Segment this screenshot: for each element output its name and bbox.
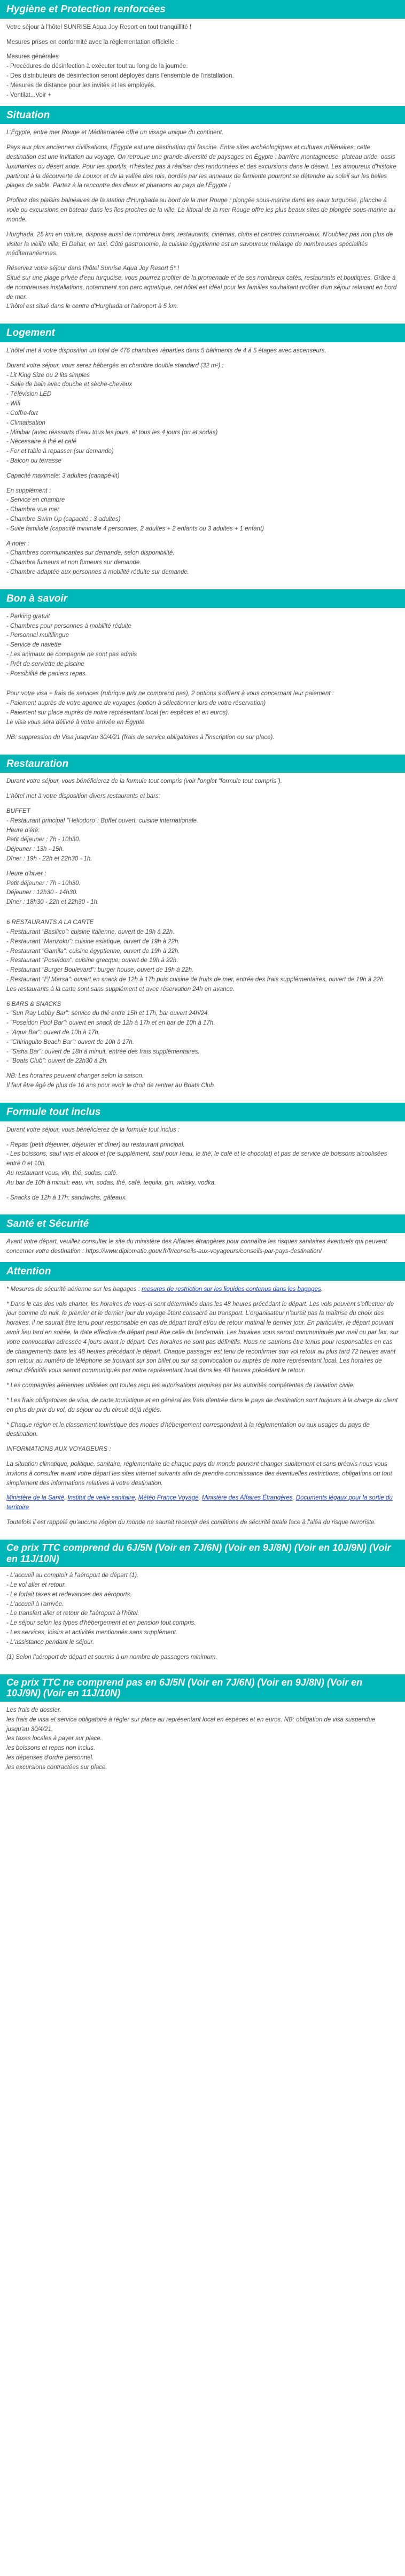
list-item: - Paiement auprès de votre agence de voyages (option à sélectionner lors de votre réservation) (6, 700, 266, 707)
section-bon-a-savoir (0, 608, 405, 755)
situation-paragraph: Réservez votre séjour dans l'hôtel Sunrise Aqua Joy Resort 5* ! (6, 265, 180, 272)
list-item: NB: Les horaires peuvent changer selon la saison. (6, 1073, 144, 1080)
list-item: - Climatisation (6, 419, 45, 426)
list-item: - "Sisha Bar": ouvert de 18h à minuit, entrée des frais supplémentaires. (6, 1048, 200, 1055)
logement-supplements (6, 487, 399, 534)
link-meteo-france[interactable]: Météo France Voyage (138, 1495, 199, 1502)
section-logement (0, 342, 405, 589)
list-item: - Suite familiale (capacité minimale 4 personnes, 2 adultes + 2 enfants ou 3 adultes + 1 enfant) (6, 525, 264, 532)
link-affaires-etrangeres[interactable]: Ministère des Affaires Étrangères (201, 1495, 293, 1502)
situation-paragraph: L'Égypte, entre mer Rouge et Méditerranée offre un visage unique du continent. (6, 129, 224, 136)
section-prix-comprend (0, 1567, 405, 1674)
section-formule (0, 1121, 405, 1215)
situation-paragraph: Situé sur une plage privée d'eau turquoise, vous pourrez profiter de la promenade et de ses nombreux cafés, restaurants et boutiques. Grâce à de nombreuses installations, notamment son parc aquatique, cet hôtel est idéal pour les familles souhaitant profiter d'un séjour relaxant en bord de mer. (6, 274, 397, 301)
list-item: - Restaurant "Poseidon": cuisine grecque, ouvert de 19h à 22h. (6, 957, 178, 964)
list-item: - Mesures de distance pour les invités et les employés. (6, 82, 156, 89)
list-item: - Chambre Swim Up (capacité : 3 adultes) (6, 516, 121, 523)
section-hygiene (0, 19, 405, 106)
attention-baggage-suffix: . (321, 1286, 323, 1293)
section-sante (0, 1233, 405, 1262)
list-item: les frais de visa et service obligatoire à régler sur place au représentant local en espèces et en euros. NB: obligation de visa suspendue jusqu'au 30/4/21. (6, 1716, 376, 1733)
bon-a-savoir-list (6, 612, 399, 679)
section-attention (0, 1281, 405, 1540)
hygiene-intro: Votre séjour à l'hôtel SUNRISE Aqua Joy Resort en tout tranquillité ! (6, 24, 192, 30)
list-item: - Restaurant "Manzoku": cuisine asiatique, ouvert de 19h à 22h. (6, 938, 180, 945)
list-item: Les frais de dossier. (6, 1706, 61, 1713)
list-item: - Service de navette (6, 642, 61, 649)
list-item: Au restaurant vous, vin, thé, sodas, café. (6, 1170, 118, 1176)
list-item: - Paiement sur place auprès de notre représentant local (en espèces et en euros). (6, 710, 230, 717)
formule-snacks: - Snacks de 12h à 17h: sandwichs, gâteaux. (6, 1194, 127, 1201)
carte-block (6, 918, 399, 995)
formule-list (6, 1141, 399, 1188)
list-title: 6 BARS & SNACKS (6, 1001, 61, 1008)
list-item: - L'accueil au comptoir à l'aéroport de départ (1). (6, 1572, 139, 1579)
section-title-prix-comprend: Ce prix TTC comprend du 6J/5N (Voir en 7J/6N) (Voir en 9J/8N) (Voir en 10J/9N) (Voir en 11J/10N) (0, 1540, 405, 1567)
list-item: - Le séjour selon les types d'hébergement et en pension tout compris. (6, 1620, 196, 1627)
list-item: Déjeuner : 12h30 - 14h30. (6, 889, 78, 896)
list-item: - Le transfert aller et retour de l'aéroport à l'hôtel. (6, 1610, 139, 1617)
list-item: - Chambre fumeurs et non fumeurs sur demande. (6, 559, 142, 566)
list-item: Il faut être âgé de plus de 16 ans pour avoir le droit de rentrer au Boats Club. (6, 1082, 216, 1089)
restauration-intro: Durant votre séjour, vous bénéficierez de la formule tout compris (voir l'onglet "formule tout compris"). (6, 778, 282, 785)
see-more-link[interactable]: - Ventilat...Voir + (6, 91, 52, 98)
attention-links: Ministère de la Santé, Institut de veille sanitaire, Météo France Voyage, Ministère des Affaires Étrangères, Documents légaux pour la sortie du territoire (6, 1495, 393, 1511)
list-item: - Balcon ou terrasse (6, 457, 61, 464)
list-item: - Chambre vue mer (6, 506, 60, 513)
list-item: - Nécessaire à thé et café (6, 439, 77, 445)
list-item: - Wifi (6, 401, 21, 407)
list-item: - Les boissons, sauf vins et alcool et (ce supplément, sauf pour l'eau, le thé, le café et le chocolat) et pas de service de boissons alcoolisées entre 0 et 10h. (6, 1151, 387, 1167)
visa-note: NB: suppression du Visa jusqu'au 30/4/21 (frais de service obligatoires à l'inscription ou sur place). (6, 734, 275, 741)
attention-classification: * Chaque région et le classement touristique des modes d'hébergement correspondent à la réglementation ou aux usages du pays de destination. (6, 1421, 370, 1438)
prix-comprend-note: (1) Selon l'aéroport de départ et soumis à un nombre de passagers minimum. (6, 1654, 217, 1660)
section-prix-ne-comprend-pas (0, 1702, 405, 1778)
bars-block (6, 1000, 399, 1067)
attention-airlines: * Les compagnies aériennes utilisées ont toutes reçu les autorisations requises par les autorités compétentes de l'aviation civile. (6, 1382, 355, 1389)
list-item: Les restaurants à la carte sont sans supplément et avec réservation 24h en avance. (6, 986, 235, 993)
list-item: - Procédures de désinfection à exécuter tout au long de la journée. (6, 63, 188, 70)
list-item: - Restaurant "Gamila": cuisine égyptienne, ouvert de 19h à 22h. (6, 948, 180, 955)
list-item: - Repas (petit déjeuner, déjeuner et dîner) au restaurant principal. (6, 1141, 185, 1148)
list-item: Dîner : 18h30 - 22h et 22h30 - 1h. (6, 899, 99, 906)
list-item: Heure d'été: (6, 827, 40, 834)
list-item: - Les services, loisirs et activités mentionnés sans supplément. (6, 1629, 178, 1636)
formule-intro: Durant votre séjour, vous bénéficierez de la formule tout inclus : (6, 1126, 180, 1133)
list-item: - "Sun Ray Lobby Bar": service du thé entre 15h et 17h, bar ouvert 24h/24. (6, 1010, 209, 1017)
list-item: - Les animaux de compagnie ne sont pas admis (6, 651, 137, 658)
section-restauration (0, 773, 405, 1103)
list-item: - L'assistance pendant le séjour. (6, 1639, 95, 1645)
baggage-restriction-link[interactable]: mesures de restriction sur les liquides contenus dans les bagages (142, 1286, 321, 1293)
situation-paragraph: Hurghada, 25 km en voiture, dispose aussi de nombreux bars, restaurants, cinémas, clubs et centres commerciaux. N'oubliez pas non plus de visiter la vieille ville, El Dahar, en taxi. Côté gastronomie, la cuisine égyptienne est un savoureux mélange de nombreuses spécialités méditerranéennes. (6, 231, 393, 257)
list-item: - "Poseidon Pool Bar": ouvert en snack de 12h à 17h et en bar de 10h à 17h. (6, 1020, 215, 1027)
list-item: - "Chiringuito Beach Bar": ouvert de 10h à 17h. (6, 1039, 134, 1045)
list-item: Petit déjeuner : 7h - 10h30. (6, 836, 81, 843)
list-title: 6 RESTAURANTS A LA CARTE (6, 919, 94, 926)
link-ministere-sante[interactable]: Ministère de la Santé (6, 1495, 65, 1502)
logement-capacity: Capacité maximale: 3 adultes (canapé-lit) (6, 472, 120, 479)
list-item: Dîner : 19h - 22h et 22h30 - 1h. (6, 856, 92, 863)
list-item: - "Boats Club": ouvert de 22h30 à 2h. (6, 1058, 108, 1065)
list-title: Pour votre visa + frais de services (rubrique prix ne comprend pas), 2 options s'offrent à vous concernant leur paiement : (6, 690, 334, 697)
list-item: les boissons et repas non inclus. (6, 1745, 96, 1752)
attention-terror: Toutefois il est rappelé qu'aucune région du monde ne saurait recevoir des conditions de sécurité totale face à l'aléa du risque terroriste. (6, 1519, 376, 1526)
list-item: - Fer et table à repasser (sur demande) (6, 448, 114, 455)
list-item: - Possibilité de paniers repas. (6, 670, 87, 677)
list-item: Le visa vous sera délivré à votre arrivée en Égypte. (6, 719, 146, 726)
list-item: - Lit King Size ou 2 lits simples (6, 372, 90, 379)
logement-intro: L'hôtel met à votre disposition un total de 476 chambres réparties dans 5 bâtiments de 4 à 5 étages avec ascenseurs. (6, 348, 326, 355)
list-item: Au bar de 10h à minuit: eau, vin, sodas, thé, café, tequila, gin, whisky, vodka. (6, 1179, 216, 1186)
attention-info: La situation climatique, politique, sanitaire, réglementaire de chaque pays du monde pouvant changer subitement et sans préavis nous vous invitons à consulter avant votre départ les sites internet suivants afin de prendre connaissance des éventuelles restrictions, obligations ou tout simplement des informations relatives à votre destination. (6, 1460, 392, 1487)
section-title-attention: Attention (0, 1262, 405, 1281)
info-title: INFORMATIONS AUX VOYAGEURS : (6, 1446, 111, 1453)
list-item: - Le vol aller et retour. (6, 1582, 66, 1588)
list-item: les taxes locales à payer sur place. (6, 1735, 102, 1742)
list-item: - Minibar (avec réassorts d'eau tous les jours, et tous les 4 jours (ou et sodas) (6, 429, 218, 436)
section-title-restauration: Restauration (0, 755, 405, 773)
list-item: Déjeuner : 13h - 15h. (6, 846, 65, 853)
hygiene-list (6, 52, 399, 100)
situation-closing (6, 264, 399, 312)
prix-comprend-list (6, 1571, 399, 1648)
list-item: - Restaurant principal "Heliodoro": Buffet ouvert, cuisine internationale. (6, 817, 199, 824)
list-item: - "Aqua Bar": ouvert de 10h à 17h. (6, 1029, 100, 1036)
sante-text: Avant votre départ, veuillez consulter le site du ministère des Affaires étrangères pour connaître les risques sanitaires éventuels qui peuvent concerner votre destination : https://www.diplomatie.gouv.fr/fr/conseils-aux-voyageurs/conseils-par-pays-destination/ (6, 1239, 387, 1255)
situation-paragraph: Profitez des plaisirs balnéaires de la station d'Hurghada au bord de la mer Rouge : plongée sous-marine dans les eaux turquoise, planche à voile ou excursions en bateau dans les îles proches de la ville. Le littoral de la mer Rouge offre les plus beaux sites de plongée sous-marine au monde. (6, 197, 396, 223)
visa-services (6, 689, 399, 727)
list-title: Heure d'hiver : (6, 870, 46, 877)
list-item: - Télévision LED (6, 391, 52, 398)
list-item: - Chambres pour personnes à mobilité réduite (6, 622, 131, 629)
list-item: - Parking gratuit (6, 613, 50, 620)
hygiene-measures: Mesures prises en conformité avec la réglementation officielle : (6, 39, 178, 45)
list-title: Mesures générales (6, 53, 59, 60)
list-item: - Des distributeurs de désinfection seront déployés dans l'ensemble de l'installation. (6, 73, 234, 80)
logement-equipment (6, 362, 399, 466)
section-title-situation: Situation (0, 106, 405, 125)
restauration-note (6, 1072, 399, 1091)
situation-paragraph: Pays aux plus anciennes civilisations, l'Égypte est une destination qui fascine. Entre sites archéologiques et cultures millénaires, cette destination est une invitation au voyage. On retrouve une grande diversité de paysages en Égypte : barrière montagneuse, plateau aride, oasis luxuriantes ou désert aride. Pour les sportifs, n'hésitez pas à réaliser des randonnées et des excursions dans le désert. Les amoureux d'histoire partiront à la découverte de Louxor et de la vallée des rois, bordés par les anneaux de farniente pourront se détendre au soleil sur les belles plages de sable. Partez à la rencontre des dieux et pharaons au pays de l'Égypte ! (6, 144, 396, 189)
list-item: - Service en chambre (6, 497, 65, 504)
logement-notes (6, 540, 399, 578)
section-title-formule: Formule tout inclus (0, 1103, 405, 1121)
attention-charter: * Dans le cas des vols charter, les horaires de vous-ci sont déterminés dans les 48 heures précédant le départ. Les vols peuvent s'effectuer de jour comme de nuit, le premier et le dernier jour du voyage étant consacré au transport. L'organisateur n'aurait pas la maîtrise du choix des horaires, il ne saurait être tenu pour responsable en cas de départ tardif et/ou de retour matinal le dernier jour. En particulier, le départ pouvant avoir lieu tard en soirée, la date effective de départ peut être celle du lendemain. Les horaires vous seront communiqués par mail ou par fax, sur votre convocation adressée 4 jours avant le départ. Ces horaires ne sont pas définitifs. Nous ne saurions être tenus pour responsables en cas de changements dans les 48 heures précédant le départ. Chaque passager est tenu de reconfirmer son vol retour au plus tard 72 heures avant son retour au numéro de téléphone se trouvant sur son billet ou sur sa convocation ou auprès de notre représentant local. Les horaires de retour définitifs vous seront communiqués par notre représentant local dans les 48 heures précédant le retour. (6, 1301, 399, 1374)
attention-baggage (6, 1285, 399, 1295)
list-title: En supplément : (6, 487, 51, 494)
list-item: - Le forfait taxes et redevances des aéroports. (6, 1591, 132, 1598)
attention-baggage-prefix: * Mesures de sécurité aérienne sur les bagages : (6, 1286, 142, 1293)
list-item: - Restaurant "Burger Boulevard": burger house, ouvert de 19h à 22h. (6, 967, 194, 974)
list-item: les excursions contractées sur place. (6, 1764, 107, 1771)
list-item: - Restaurant "El Marsa": ouvert en snack de 12h à 17h puis cuisine de fruits de mer, entrée des frais supplémentaires, ouvert de 19h à 22h. (6, 976, 385, 983)
section-title-hygiene: Hygiène et Protection renforcées (0, 0, 405, 19)
list-item: - L'accueil à l'arrivée. (6, 1601, 64, 1608)
buffet-block (6, 807, 399, 864)
list-item: les dépenses d'ordre personnel. (6, 1754, 94, 1761)
link-veille-sanitaire[interactable]: Institut de veille sanitaire (67, 1495, 135, 1502)
section-title-logement: Logement (0, 324, 405, 342)
list-item: - Personnel multilingue (6, 632, 69, 639)
list-item: - Chambres communicantes sur demande, selon disponibilité. (6, 550, 175, 557)
restauration-subintro: L'hôtel met à votre disposition divers restaurants et bars: (6, 793, 160, 800)
winter-hours (6, 870, 399, 908)
list-item: - Chambre adaptée aux personnes à mobilité réduite sur demande. (6, 569, 190, 576)
situation-paragraph: L'hôtel est situé dans le centre d'Hurghada et l'aéroport à 5 km. (6, 303, 178, 310)
list-item: - Prêt de serviette de piscine (6, 660, 84, 667)
section-title-sante: Santé et Sécurité (0, 1214, 405, 1233)
attention-fees: * Les frais obligatoires de visa, de carte touristique et en général les frais d'entrée dans le pays de destination sont toujours à la charge du client en plus du prix du vol, du séjour ou du circuit déjà réglés. (6, 1397, 398, 1413)
list-title: A noter : (6, 540, 30, 547)
section-situation (0, 124, 405, 324)
list-item: - Coffre-fort (6, 410, 38, 417)
list-title: Durant votre séjour, vous serez hébergés en chambre double standard (32 m²) : (6, 362, 224, 369)
section-title-bon-a-savoir: Bon à savoir (0, 589, 405, 608)
list-item: - Restaurant "Basilico": cuisine italienne, ouvert de 19h à 22h. (6, 928, 175, 935)
list-item: - Salle de bain avec douche et sèche-cheveux (6, 381, 133, 388)
section-title-prix-ne-comprend-pas: Ce prix TTC ne comprend pas en 6J/5N (Voir en 7J/6N) (Voir en 9J/8N) (Voir en 10J/9N) (Voir en 11J/10N) (0, 1674, 405, 1702)
link-documents-legaux[interactable]: Documents légaux pour la sortie du territoire (6, 1495, 393, 1511)
list-item: Petit déjeuner : 7h - 10h30. (6, 880, 81, 887)
prix-ne-comprend-pas-list (6, 1706, 399, 1773)
list-title: BUFFET (6, 808, 30, 814)
